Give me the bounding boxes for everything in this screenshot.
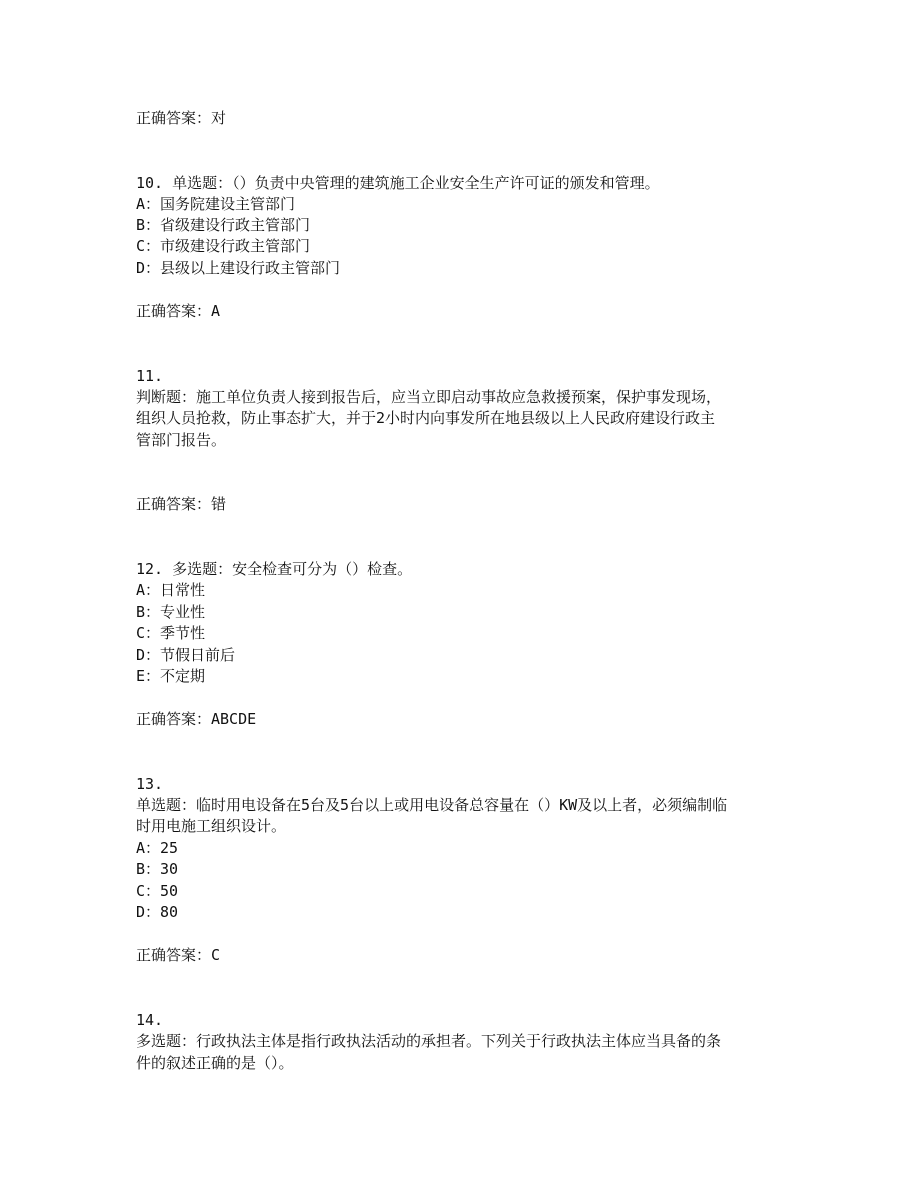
question-12-option-e: E：不定期 bbox=[136, 667, 206, 685]
question-11-answer: 正确答案：错 bbox=[136, 495, 227, 513]
question-10-option-a: A：国务院建设主管部门 bbox=[136, 195, 296, 213]
question-14-stem-line-1: 多选题：行政执法主体是指行政执法活动的承担者。下列关于行政执法主体应当具备的条 bbox=[136, 1032, 722, 1050]
question-10-answer: 正确答案：A bbox=[136, 302, 221, 320]
question-14-stem-line-2: 件的叙述正确的是（）。 bbox=[136, 1054, 294, 1072]
answer-previous: 正确答案：对 bbox=[136, 109, 227, 127]
question-14-number: 14. bbox=[136, 1011, 164, 1029]
question-13-answer: 正确答案：C bbox=[136, 946, 221, 964]
question-12-option-a: A：日常性 bbox=[136, 581, 206, 599]
question-13-option-a: A：25 bbox=[136, 839, 179, 857]
question-11-stem-line-2: 组织人员抢救，防止事态扩大，并于2小时内向事发所在地县级以上人民政府建设行政主 bbox=[136, 409, 716, 427]
question-13-number: 13. bbox=[136, 775, 164, 793]
question-13-option-d: D：80 bbox=[136, 903, 179, 921]
question-10-option-b: B：省级建设行政主管部门 bbox=[136, 216, 311, 234]
question-12-option-c: C：季节性 bbox=[136, 624, 206, 642]
question-10-option-d: D：县级以上建设行政主管部门 bbox=[136, 259, 341, 277]
question-12-stem: 12. 多选题：安全检查可分为（）检查。 bbox=[136, 560, 413, 578]
question-11-number: 11. bbox=[136, 367, 164, 385]
question-10-option-c: C：市级建设行政主管部门 bbox=[136, 237, 311, 255]
question-11-stem-line-1: 判断题：施工单位负责人接到报告后，应当立即启动事故应急救援预案，保护事发现场， bbox=[136, 388, 722, 406]
question-13-stem-line-2: 时用电施工组织设计。 bbox=[136, 817, 287, 835]
question-13-stem-line-1: 单选题：临时用电设备在5台及5台以上或用电设备总容量在（）KW及以上者，必须编制临 bbox=[136, 796, 728, 814]
question-13-option-c: C：50 bbox=[136, 882, 179, 900]
question-13-option-b: B：30 bbox=[136, 860, 179, 878]
question-12-option-b: B：专业性 bbox=[136, 603, 206, 621]
question-11-stem-line-3: 管部门报告。 bbox=[136, 431, 227, 449]
question-10-stem: 10. 单选题：（）负责中央管理的建筑施工企业安全生产许可证的颁发和管理。 bbox=[136, 174, 660, 192]
question-12-answer: 正确答案：ABCDE bbox=[136, 710, 257, 728]
question-12-option-d: D：节假日前后 bbox=[136, 646, 236, 664]
